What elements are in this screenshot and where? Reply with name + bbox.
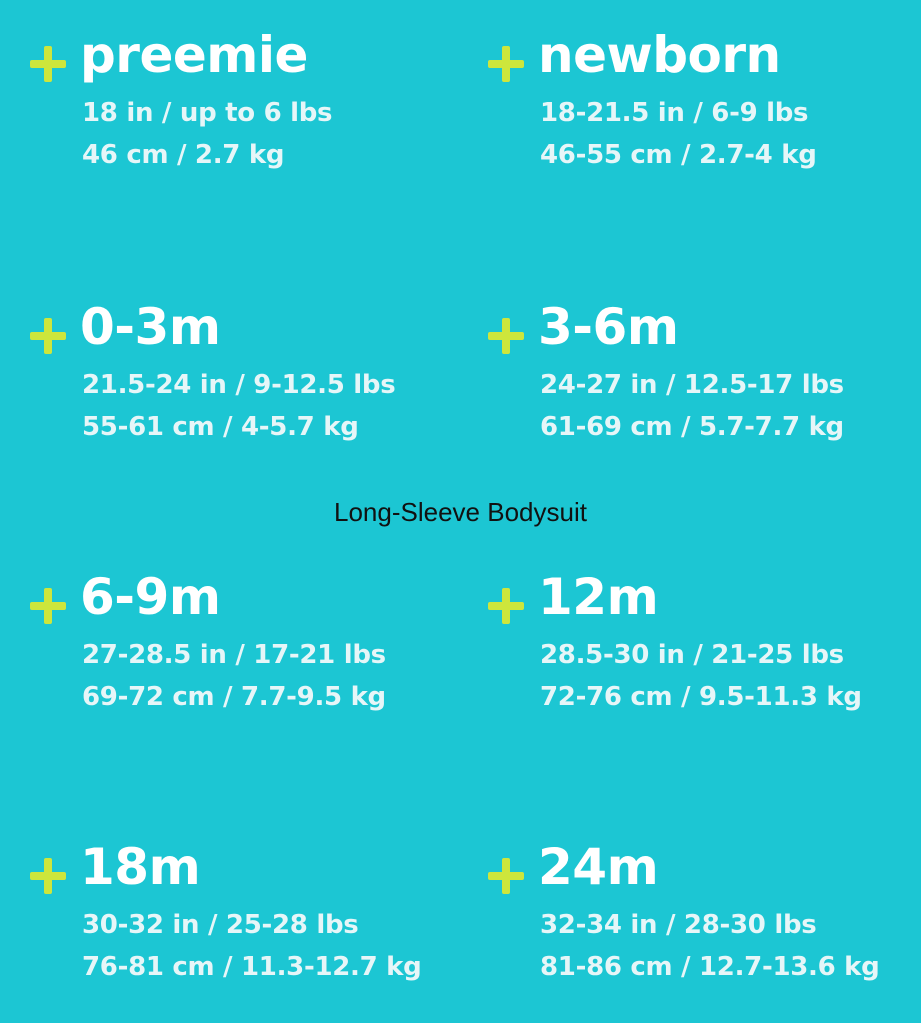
size-metric: 46-55 cm / 2.7-4 kg: [540, 140, 817, 170]
size-name: newborn: [538, 26, 781, 84]
size-imperial: 18 in / up to 6 lbs: [82, 98, 333, 128]
size-imperial: 32-34 in / 28-30 lbs: [540, 910, 817, 940]
size-metric: 61-69 cm / 5.7-7.7 kg: [540, 412, 844, 442]
size-card-preemie: [30, 26, 450, 178]
size-card-24m: [488, 838, 908, 990]
plus-icon: [488, 858, 524, 894]
size-imperial: 27-28.5 in / 17-21 lbs: [82, 640, 386, 670]
plus-icon: [30, 318, 66, 354]
size-metric: 55-61 cm / 4-5.7 kg: [82, 412, 359, 442]
plus-icon: [488, 46, 524, 82]
size-imperial: 18-21.5 in / 6-9 lbs: [540, 98, 809, 128]
size-card-12m: [488, 568, 908, 720]
size-card-newborn: [488, 26, 908, 178]
size-imperial: 24-27 in / 12.5-17 lbs: [540, 370, 844, 400]
size-name: preemie: [80, 26, 308, 84]
product-caption: Long-Sleeve Bodysuit: [334, 497, 587, 527]
size-imperial: 21.5-24 in / 9-12.5 lbs: [82, 370, 396, 400]
size-name: 3-6m: [538, 298, 679, 356]
size-metric: 46 cm / 2.7 kg: [82, 140, 285, 170]
size-metric: 76-81 cm / 11.3-12.7 kg: [82, 952, 422, 982]
plus-icon: [30, 588, 66, 624]
plus-icon: [30, 858, 66, 894]
size-name: 6-9m: [80, 568, 221, 626]
size-imperial: 28.5-30 in / 21-25 lbs: [540, 640, 844, 670]
size-name: 18m: [80, 838, 201, 896]
size-metric: 69-72 cm / 7.7-9.5 kg: [82, 682, 386, 712]
size-card-6-9m: [30, 568, 450, 720]
size-card-18m: [30, 838, 450, 990]
plus-icon: [30, 46, 66, 82]
size-name: 0-3m: [80, 298, 221, 356]
size-metric: 81-86 cm / 12.7-13.6 kg: [540, 952, 880, 982]
size-card-0-3m: [30, 298, 450, 450]
size-card-3-6m: [488, 298, 908, 450]
size-metric: 72-76 cm / 9.5-11.3 kg: [540, 682, 862, 712]
size-name: 12m: [538, 568, 659, 626]
plus-icon: [488, 318, 524, 354]
size-name: 24m: [538, 838, 659, 896]
plus-icon: [488, 588, 524, 624]
size-imperial: 30-32 in / 25-28 lbs: [82, 910, 359, 940]
